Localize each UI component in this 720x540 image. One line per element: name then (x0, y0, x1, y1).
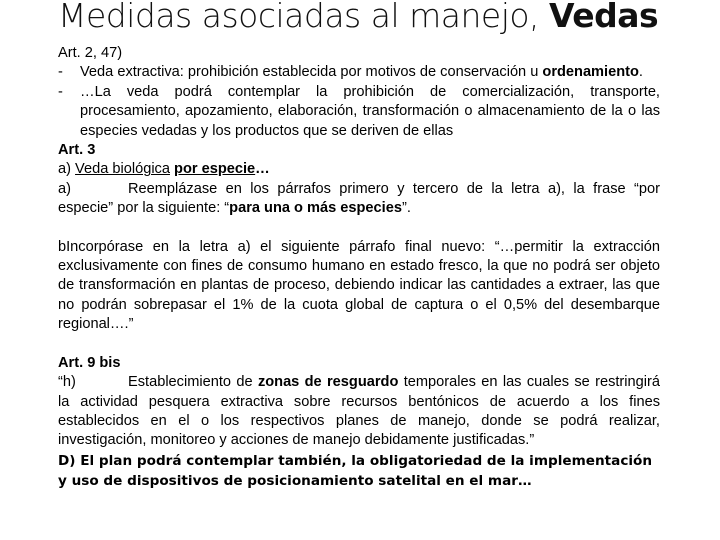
dash-marker: - (58, 83, 63, 100)
art9-tail: temporales en las cuales se restringirá la actividad pesquera extractiva sobre recursos bentónicos de acuerdo a los fines establecidos en el o los respectivos planes de manejo, donde se podrá realizar, investigación, monitoreo y acciones de manejo debidamente justificadas.” (58, 374, 660, 449)
art3-heading: Art. 3 (58, 142, 96, 159)
art3-line-a-prefix: a) (58, 161, 76, 178)
art3-line-a2 (58, 180, 660, 219)
art9-body: Establecimiento de (128, 374, 258, 391)
art3-line-a2-text: Reemplázase en los párrafos primero y tercero de la letra a), la frase “por especie” por la siguiente: “ (58, 180, 660, 217)
art9-prefix: “h) (58, 374, 76, 391)
art3-line-a2-prefix: a) (58, 180, 71, 197)
dash-marker: - (58, 64, 63, 81)
title-bold: Vedas (549, 0, 659, 35)
art2-item-1 (58, 63, 660, 82)
art2-item-1-body: Veda extractiva: prohibición establecida por motivos de conservación u (80, 64, 543, 81)
art2-item-1-tail: . (638, 64, 643, 81)
art2-item-2-text: …La veda podrá contemplar la prohibición de comercialización, transporte, procesamiento, apozamiento, elaboración, transformación o almacenamiento de la o las especies vedadas y los productos que se deriven de ellas (80, 83, 660, 139)
art9-text (58, 373, 660, 451)
art3-line-a-tail: … (255, 161, 270, 178)
page-title (58, 0, 658, 35)
art2-item-2 (58, 83, 660, 141)
spacer (58, 335, 660, 354)
title-main: Medidas asociadas al manejo, (58, 0, 550, 35)
art3-line-a2-tail: ”. (401, 200, 411, 217)
art3-line-a-bold: por especie (174, 161, 256, 178)
art2-item-1-text (80, 63, 660, 82)
art2-item-1-bold: ordenamiento (542, 64, 639, 81)
art3-line-b: bIncorpórase en la letra a) el siguiente párrafo final nuevo: “…permitir la extracción exclusivamente con fines de consumo humano en estado fresco, la que no podrá ser objeto de transformación en plantas de proceso, debiendo indicar las cantidades a extraer, las que no podrán sobrepasar el 1% de la cuota global de captura o el 0,5% del desembarque regional….” (58, 238, 660, 333)
final-paragraph: D) El plan podrá contemplar también, la obligatoriedad de la implementación y uso de dispositivos de posicionamiento satelital en el mar… (58, 452, 653, 489)
art3-line-a (58, 160, 660, 179)
art3-line-a2-bold: para una o más especies (229, 200, 402, 217)
art9-heading: Art. 9 bis (58, 354, 121, 371)
art2-heading: Art. 2, 47) (58, 45, 123, 61)
document-body (58, 44, 660, 491)
art3-line-a-underline: Veda biológica (75, 161, 170, 178)
art9-bold: zonas de resguardo (257, 374, 399, 391)
spacer (58, 219, 660, 238)
